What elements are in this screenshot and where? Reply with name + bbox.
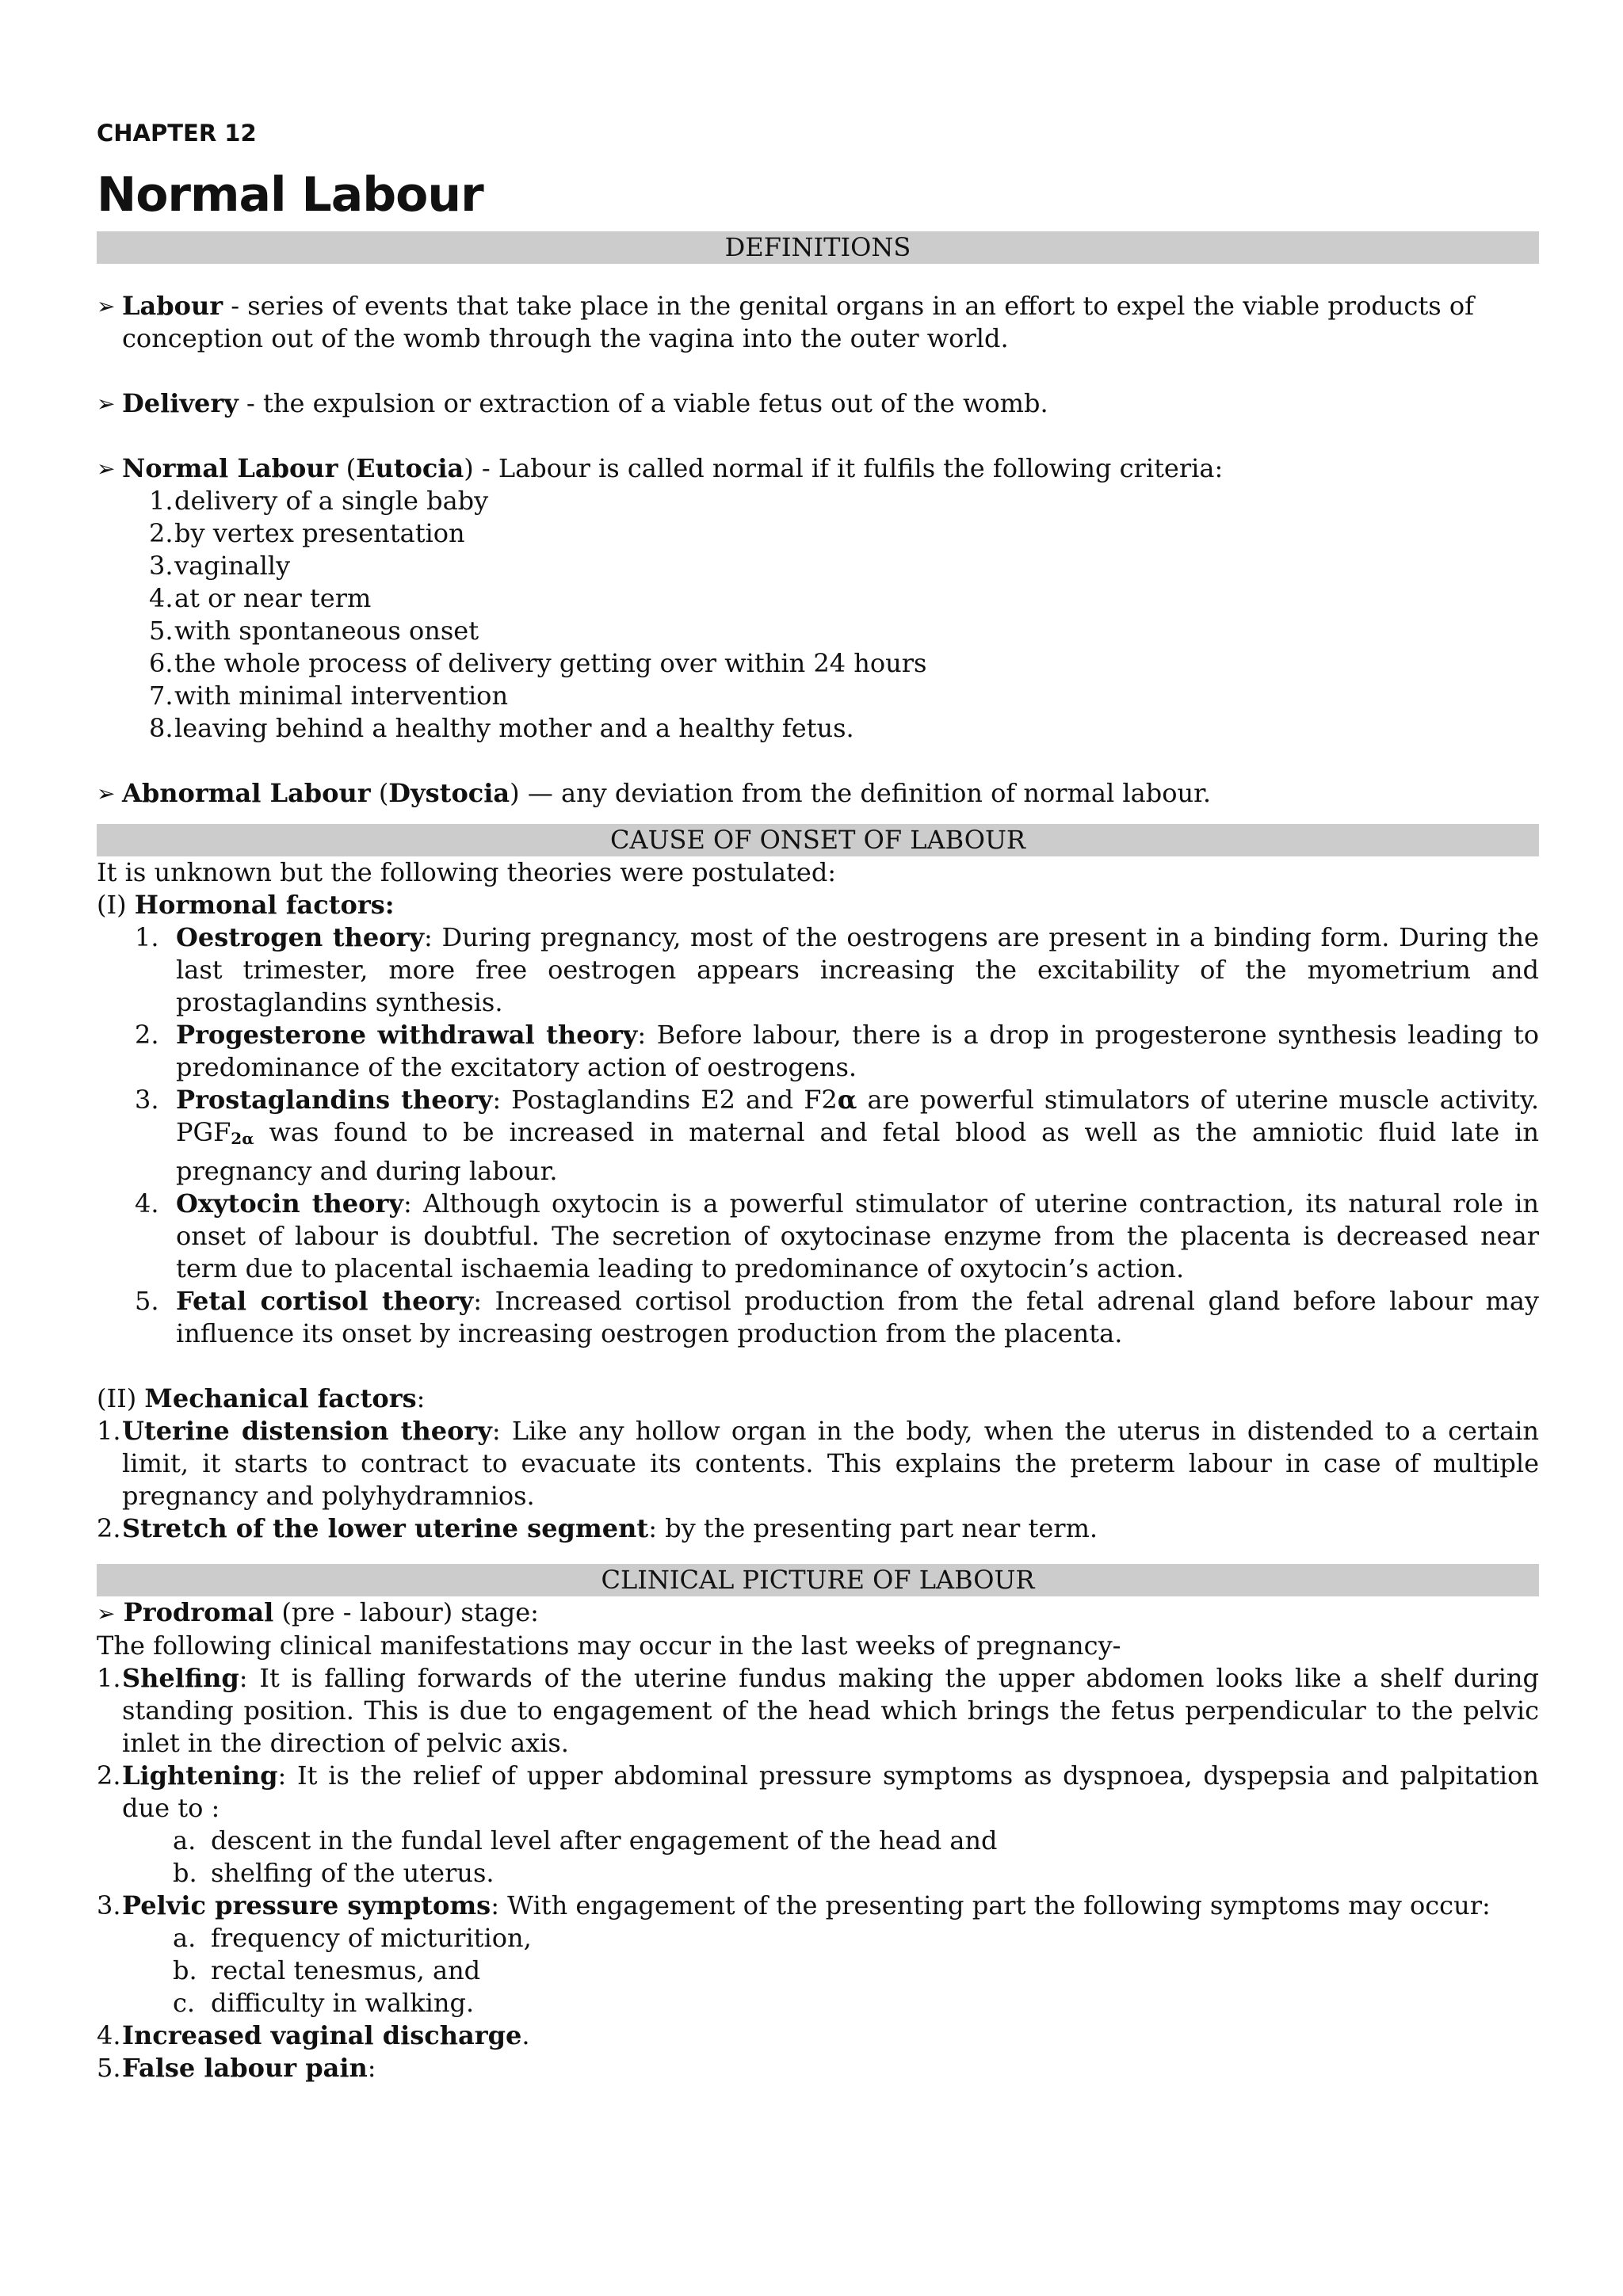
criteria-text: the whole process of delivery getting over within 24 hours	[174, 648, 927, 678]
list-item	[97, 1084, 1539, 1188]
theory-term: Stretch of the lower uterine segment	[122, 1513, 649, 1543]
criteria-text: delivery of a single baby	[174, 486, 489, 516]
theory-term: Oestrogen theory	[176, 922, 425, 952]
criteria-text: with spontaneous onset	[174, 616, 479, 646]
roman-numeral: (I)	[97, 890, 135, 920]
criteria-list	[97, 485, 1539, 745]
list-item	[97, 1922, 1539, 1955]
criteria-text: vaginally	[174, 551, 291, 581]
item-letter: a.	[173, 1825, 197, 1855]
criteria-text: at or near term	[174, 583, 372, 613]
list-item	[97, 1987, 1539, 2019]
mechanical-list	[97, 1415, 1539, 1545]
definition-text: - series of events that take place in the genital organs in an effort to expel the viable products of conception out of the womb through the vagina into the outer world.	[122, 291, 1474, 353]
criteria-text: by vertex presentation	[174, 518, 465, 548]
theory-term: Prostaglandins theory	[176, 1085, 493, 1115]
clinical-text: : With engagement of the presenting part the following symptoms may occur:	[491, 1890, 1491, 1920]
theory-text: : Increased cortisol production from the fetal adrenal gland before labour may influence its onset by increasing oestrogen production from the placenta.	[176, 1286, 1540, 1348]
clinical-list-cont	[97, 1890, 1539, 1922]
hormonal-factors-heading	[97, 889, 1539, 921]
item-letter: b.	[173, 1955, 197, 1985]
sub-text: frequency of micturition,	[211, 1923, 532, 1953]
clinical-text: :	[367, 2053, 376, 2083]
arrow-bullet-icon: ➢	[97, 456, 116, 482]
list-item	[97, 921, 1539, 1019]
paren-open: (	[338, 453, 357, 483]
mechanical-factors-heading	[97, 1383, 1539, 1415]
list-item: 5.with spontaneous onset	[149, 616, 479, 646]
list-item: 1.delivery of a single baby	[149, 486, 489, 516]
item-number: 3.	[135, 1085, 159, 1115]
clinical-intro: The following clinical manifestations may occur in the last weeks of pregnancy-	[97, 1630, 1121, 1661]
list-item: 2.by vertex presentation	[149, 518, 465, 548]
list-item	[97, 1019, 1539, 1084]
clinical-term: Increased vaginal discharge	[122, 2020, 522, 2050]
list-item	[97, 1760, 1539, 1825]
colon: :	[416, 1383, 426, 1413]
clinical-term: False labour pain	[122, 2053, 368, 2083]
list-item	[97, 1415, 1539, 1512]
theory-term: Progesterone withdrawal theory	[176, 1020, 638, 1050]
clinical-term: Pelvic pressure symptoms	[122, 1890, 491, 1920]
list-item: 3.vaginally	[149, 551, 291, 581]
theory-text: was found to be increased in maternal and fetal blood as well as the amniotic fluid late in pregnancy and during labour.	[176, 1117, 1539, 1186]
item-number: 2.	[135, 1020, 159, 1050]
arrow-bullet-icon: ➢	[97, 1600, 116, 1627]
list-item	[97, 1825, 1539, 1857]
criteria-text: leaving behind a healthy mother and a healthy fetus.	[174, 713, 854, 743]
list-item: 7.with minimal intervention	[149, 681, 509, 711]
item-number: 2.	[97, 1513, 121, 1543]
lightening-sublist	[97, 1825, 1539, 1890]
item-number: 1.	[97, 1416, 121, 1446]
theory-term: Uterine distension theory	[122, 1416, 492, 1446]
list-item	[97, 1955, 1539, 1987]
definition-text: ) — any deviation from the definition of normal labour.	[510, 778, 1212, 808]
clinical-list-end	[97, 2019, 1539, 2084]
term-delivery: Delivery	[122, 388, 239, 418]
list-item: 8.leaving behind a healthy mother and a healthy fetus.	[149, 713, 854, 743]
pelvic-sublist	[97, 1922, 1539, 2019]
definition-text: - the expulsion or extraction of a viable fetus out of the womb.	[238, 388, 1048, 418]
list-item: 4.at or near term	[149, 583, 372, 613]
item-number: 4.	[97, 2020, 121, 2050]
clinical-text: .	[521, 2020, 530, 2050]
item-number: 5.	[135, 1286, 159, 1316]
roman-numeral: (II)	[97, 1383, 145, 1413]
theory-text: : Like any hollow organ in the body, when the uterus in distended to a certain limit, it starts to contract to evacuate its contents. This explains the preterm labour in case of multiple pregnancy and polyhydramnios.	[122, 1416, 1540, 1511]
hormonal-theories-list	[97, 921, 1539, 1350]
item-number: 3.	[97, 1890, 121, 1920]
criteria-text: with minimal intervention	[174, 681, 509, 711]
list-item	[97, 1857, 1539, 1890]
sub-text: descent in the fundal level after engagement of the head and	[211, 1825, 998, 1855]
prodromal-heading	[97, 1596, 1539, 1630]
item-number: 1.	[97, 1663, 121, 1693]
item-number: 5.	[97, 2053, 121, 2083]
list-item: 6.the whole process of delivery getting over within 24 hours	[149, 648, 927, 678]
alpha-symbol: α	[837, 1085, 857, 1115]
list-item	[97, 1512, 1539, 1545]
theory-text: : Postaglandins E2 and F2	[492, 1085, 838, 1115]
clinical-list	[97, 1662, 1539, 1825]
theory-text: : Before labour, there is a drop in progesterone synthesis leading to predominance of the excitatory action of oestrogens.	[176, 1020, 1540, 1082]
definition-abnormal-labour	[97, 777, 1539, 810]
arrow-bullet-icon: ➢	[97, 780, 116, 807]
subscript: 2α	[231, 1129, 254, 1148]
definition-labour	[97, 290, 1539, 355]
clinical-term: Lightening	[122, 1760, 278, 1791]
term-labour: Labour	[122, 291, 223, 321]
chapter-label: CHAPTER 12	[97, 120, 257, 147]
theory-term: Fetal cortisol theory	[176, 1286, 474, 1316]
list-item	[97, 1662, 1539, 1760]
term-dystocia: Dystocia	[388, 778, 510, 808]
item-letter: b.	[173, 1858, 197, 1888]
clinical-text: : It is the relief of upper abdominal pressure symptoms as dyspnoea, dyspepsia and palpitation due to :	[122, 1760, 1539, 1823]
item-number: 2.	[97, 1760, 121, 1791]
section-heading-onset: CAUSE OF ONSET OF LABOUR	[97, 824, 1539, 856]
item-number: 1.	[135, 922, 159, 952]
definition-normal-labour	[97, 452, 1539, 485]
item-number: 4.	[135, 1188, 159, 1219]
definition-text: ) - Labour is called normal if it fulfils the following criteria:	[464, 453, 1224, 483]
mechanical-label: Mechanical factors	[144, 1383, 417, 1413]
list-item	[97, 2019, 1539, 2052]
list-item	[97, 1188, 1539, 1285]
document-page	[97, 117, 1539, 2084]
term-eutocia: Eutocia	[356, 453, 464, 483]
sub-text: rectal tenesmus, and	[211, 1955, 481, 1985]
term-normal-labour: Normal Labour	[122, 453, 338, 483]
list-item	[97, 2052, 1539, 2084]
arrow-bullet-icon: ➢	[97, 293, 116, 319]
item-letter: a.	[173, 1923, 197, 1953]
list-item	[97, 1285, 1539, 1350]
arrow-bullet-icon: ➢	[97, 391, 116, 417]
section-heading-clinical: CLINICAL PICTURE OF LABOUR	[97, 1564, 1539, 1596]
section-heading-definitions: DEFINITIONS	[97, 231, 1539, 264]
term-abnormal-labour: Abnormal Labour	[122, 778, 371, 808]
theory-text: : During pregnancy, most of the oestrogens are present in a binding form. During the last trimester, more free oestrogen appears increasing the excitability of the myometrium and prostaglandins synthesis.	[176, 922, 1540, 1017]
prodromal-term: Prodromal	[123, 1597, 274, 1627]
theory-text: are powerful stimulators of uterine muscle activity. PGF	[176, 1085, 1540, 1147]
list-item	[97, 1890, 1539, 1922]
prodromal-text: (pre - labour) stage:	[273, 1597, 539, 1627]
theory-text: : Although oxytocin is a powerful stimulator of uterine contraction, its natural role in onset of labour is doubtful. The secretion of oxytocinase enzyme from the placenta is decreased near term due to placental ischaemia leading to predominance of oxytocin’s action.	[176, 1188, 1540, 1283]
definition-delivery	[97, 387, 1539, 420]
hormonal-label: Hormonal factors:	[134, 890, 395, 920]
theory-term: Oxytocin theory	[176, 1188, 403, 1219]
item-letter: c.	[173, 1988, 196, 2018]
theory-text: : by the presenting part near term.	[648, 1513, 1098, 1543]
clinical-text: : It is falling forwards of the uterine fundus making the upper abdomen looks like a shelf during standing position. This is due to engagement of the head which brings the fetus perpendicular to the pelvic inlet in the direction of pelvic axis.	[122, 1663, 1539, 1758]
sub-text: shelfing of the uterus.	[211, 1858, 495, 1888]
clinical-term: Shelfing	[122, 1663, 239, 1693]
paren-open: (	[370, 778, 389, 808]
page-title: Normal Labour	[97, 167, 483, 223]
onset-intro: It is unknown but the following theories were postulated:	[97, 857, 837, 887]
sub-text: difficulty in walking.	[211, 1988, 475, 2018]
